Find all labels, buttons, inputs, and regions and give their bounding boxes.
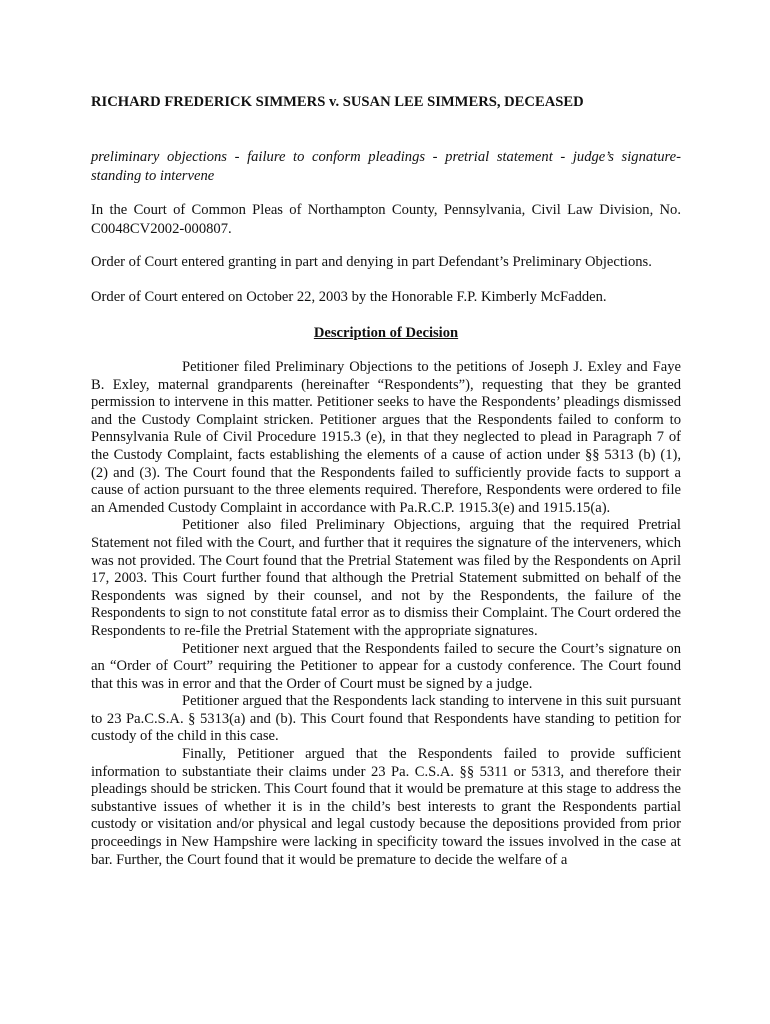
order-summary: Order of Court entered granting in part and denying in part Defendant’s Preliminary Objections. [91,254,652,270]
decision-paragraph: Petitioner argued that the Respondents lack standing to intervene in this suit pursuant to 23 Pa.C.S.A. § 5313(a) and (b). This Court found that Respondents have standing to petition for custody of the child in this case. [91,693,681,745]
order-date: Order of Court entered on October 22, 2003 by the Honorable F.P. Kimberly McFadden. [91,289,607,305]
decision-paragraph: Petitioner next argued that the Respondents failed to secure the Court’s signature on an “Order of Court” requiring the Petitioner to appear for a custody conference. The Court found that this was in error and that the Order of Court must be signed by a judge. [91,640,681,692]
decision-paragraph: Finally, Petitioner argued that the Respondents failed to provide sufficient information to substantiate their claims under 23 Pa. C.S.A. §§ 5311 or 5313, and therefore their pleadings should be stricken. This Court found that it would be premature at this stage to address the substantive issues of whether it is in the child’s best interests to grant the Respondents partial custody or visitation and/or physical and legal custody because the depositions provided from prior proceedings in New Hampshire were lacking in specificity toward the issues involved in the case at bar. Further, the Court found that it would be premature to decide the welfare of a [91,746,681,868]
decision-paragraph: Petitioner also filed Preliminary Objections, arguing that the required Pretrial Statement not filed with the Court, and further that it requires the signature of the interveners, which was not provided. The Court found that the Pretrial Statement was filed by the Respondents on April 17, 2003. This Court further found that although the Pretrial Statement submitted on behalf of the Respondents was signed by their counsel, and not by the Respondents, the failure of the Respondents to sign to not constitute fatal error as to dismiss their Complaint. The Court ordered the Respondents to re-file the Pretrial Statement with the appropriate signatures. [91,517,681,639]
decision-paragraph: Petitioner filed Preliminary Objections to the petitions of Joseph J. Exley and Faye B. Exley, maternal grandparents (hereinafter “Respondents”), requesting that they be granted permission to intervene in this matter. Petitioner seeks to have the Respondents’ pleadings dismissed and the Custody Complaint stricken. Petitioner argues that the Respondents failed to conform to Pennsylvania Rule of Civil Procedure 1915.3 (e), in that they neglected to plead in Paragraph 7 of the Custody Complaint, facts establishing the elements of a cause of action under §§ 5313 (b) (1), (2) and (3). The Court found that the Respondents failed to sufficiently provide facts to support a cause of action pursuant to the three elements required. Therefore, Respondents were ordered to file an Amended Custody Complaint in accordance with Pa.R.C.P. 1915.3(e) and 1915.15(a). [91,359,681,516]
decision-body [91,359,681,869]
case-keywords: preliminary objections - failure to conform pleadings - pretrial statement - judge’s signature-standing to intervene [91,149,681,184]
case-title: RICHARD FREDERICK SIMMERS v. SUSAN LEE SIMMERS, DECEASED [91,94,584,110]
court-info: In the Court of Common Pleas of Northampton County, Pennsylvania, Civil Law Division, No. C0048CV2002-000807. [91,202,681,237]
section-heading: Description of Decision [313,325,459,341]
